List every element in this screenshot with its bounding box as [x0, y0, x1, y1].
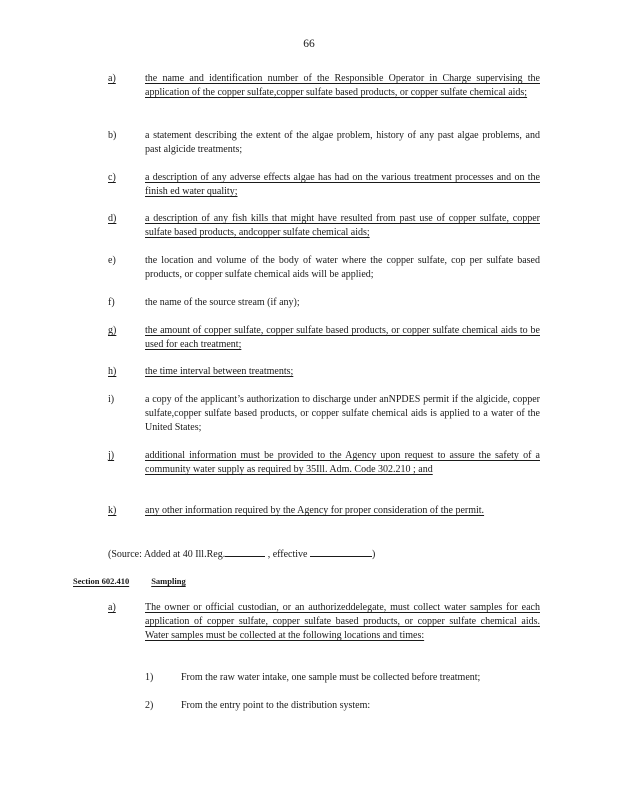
- item-text: a description of any adverse effects algae has had on the various treatment processes and on the finish ed water quality;: [145, 172, 540, 197]
- list-item-k: [108, 504, 540, 518]
- item-label: g): [108, 325, 117, 336]
- list-item-h: [108, 365, 540, 379]
- item-label: e): [108, 255, 116, 266]
- item-text: any other information required by the Agency for proper consideration of the permit.: [145, 505, 485, 516]
- list-item-i: [108, 393, 540, 435]
- list-item-d: [108, 212, 540, 240]
- list-item-e: [108, 254, 540, 282]
- list-item-b: [108, 129, 540, 157]
- item-label: a): [108, 602, 116, 613]
- item-label: a): [108, 73, 116, 84]
- list-item-g: [108, 324, 540, 352]
- item-label: b): [108, 130, 117, 141]
- item-label: c): [108, 172, 116, 183]
- item-text: the name of the source stream (if any);: [145, 297, 300, 308]
- section-heading: [73, 576, 186, 586]
- item-label: j): [108, 450, 115, 461]
- list-item-j: [108, 449, 540, 477]
- sub-item-number: 1): [145, 672, 154, 683]
- item-text: the amount of copper sulfate, copper sulfate based products, or copper sulfate chemical aids to be used for each treatment;: [145, 325, 540, 350]
- item-text: the name and identification number of the Responsible Operator in Charge supervising the application of the copper sulfate,copper sulfate based products, or copper sulfate chemical aids;: [145, 73, 540, 98]
- sub-item-text: From the raw water intake, one sample must be collected before treatment;: [181, 672, 481, 683]
- section-item-a: [108, 601, 540, 643]
- item-label: i): [108, 394, 115, 405]
- item-text: the time interval between treatments;: [145, 366, 294, 377]
- item-text: a copy of the applicant’s authorization to discharge under anNPDES permit if the algicide, copper sulfate,copper sulfate based products, or copper sulfate chemical aids is applied to a water of the United States;: [145, 394, 540, 433]
- list-item-a: [108, 72, 540, 100]
- item-text: additional information must be provided to the Agency upon request to assure the safety of a community water supply as required by 35Ill. Adm. Code 302.210 ; and: [145, 450, 540, 475]
- source-middle: , effective: [267, 549, 308, 560]
- item-label: f): [108, 297, 115, 308]
- page-number: 66: [303, 38, 315, 50]
- item-label: k): [108, 505, 117, 516]
- list-item-c: [108, 171, 540, 199]
- blank-line: [310, 546, 372, 557]
- section-title: Sampling: [151, 576, 186, 586]
- source-note: [108, 546, 375, 560]
- sub-item-2: [145, 699, 545, 713]
- list-item-f: [108, 296, 540, 310]
- sub-item-text: From the entry point to the distribution system:: [181, 700, 371, 711]
- section-number: Section 602.410: [73, 576, 130, 586]
- sub-item-1: [145, 671, 545, 685]
- item-text: a description of any fish kills that might have resulted from past use of copper sulfate, copper sulfate based products, andcopper sulfate chemical aids;: [145, 213, 540, 238]
- item-label: d): [108, 213, 117, 224]
- sub-item-number: 2): [145, 700, 154, 711]
- item-text: a statement describing the extent of the algae problem, history of any past algae problems, and past algicide treatments;: [145, 130, 540, 155]
- source-suffix: ): [372, 549, 376, 560]
- item-text: the location and volume of the body of water where the copper sulfate, cop per sulfate based products, or copper sulfate chemical aids will be applied;: [145, 255, 540, 280]
- source-prefix: (Source: Added at 40 Ill.Reg.: [108, 549, 226, 560]
- item-text: The owner or official custodian, or an authorizeddelegate, must collect water samples for each application of copper sulfate, copper sulfate based products, or copper sulfate chemical aids. Water samples must be collected at the following locations and times:: [145, 602, 540, 641]
- blank-line: [225, 546, 265, 557]
- item-label: h): [108, 366, 117, 377]
